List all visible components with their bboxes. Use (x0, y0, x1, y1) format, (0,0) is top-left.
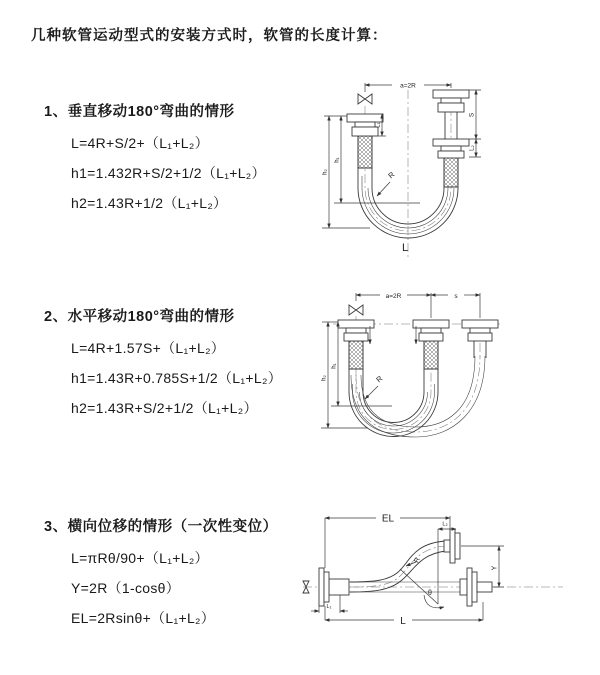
dim-label-y: Y (491, 565, 499, 571)
valve-icon (358, 94, 372, 104)
left-pipe (347, 114, 383, 168)
dim-label-h1: h₁ (334, 157, 341, 163)
upper-right-flange (444, 529, 460, 563)
formula-line: L=πRθ/90+（L₁+L₂） (71, 550, 209, 566)
hose-s-curve (350, 541, 446, 592)
formula-line: h2=1.43R+1/2（L₁+L₂） (71, 195, 228, 211)
valve-icon (349, 305, 363, 315)
left-pipe (338, 320, 374, 369)
dim-label-a2r: a=2R (400, 82, 416, 90)
dim-label-h2: h₂ (322, 169, 329, 175)
formula-line: EL=2Rsinθ+（L₁+L₂） (71, 610, 216, 626)
middle-pipe (413, 320, 449, 369)
dim-label-l2: L₂ (442, 521, 448, 528)
formula-list (71, 543, 278, 633)
right-pipe (433, 90, 469, 187)
radius-label: R (413, 556, 422, 565)
left-flange (319, 568, 349, 606)
section-horizontal-bend (44, 305, 282, 423)
lower-right-flange (460, 568, 492, 606)
lateral-displacement-diagram (298, 498, 598, 656)
section-heading: 2、水平移动180°弯曲的情形 (44, 309, 235, 325)
formula-line: Y=2R（1-cosθ） (71, 580, 181, 596)
section-heading: 3、横向位移的情形（一次性变位） (44, 519, 278, 535)
dim-label-h1: h₁ (331, 363, 338, 369)
page-title: 几种软管运动型式的安装方式时，软管的长度计算： (31, 28, 388, 44)
section-vertical-bend (44, 100, 266, 218)
formula-line: h1=1.43R+0.785S+1/2（L₁+L₂） (71, 370, 282, 386)
radius-label: R (374, 373, 385, 385)
angle-label: θ (428, 590, 432, 597)
dim-label-s: s (454, 292, 458, 300)
formula-list (71, 333, 282, 423)
dim-label-l2: L₂ (469, 145, 476, 151)
formula-line: h2=1.43R+S/2+1/2（L₁+L₂） (71, 400, 258, 416)
section-lateral-displacement (44, 515, 278, 633)
dim-label-el: EL (381, 513, 395, 525)
section-heading: 1、垂直移动180°弯曲的情形 (44, 104, 235, 120)
dim-label-l1: L₁ (326, 604, 332, 610)
dim-label-l1: L₁ (375, 122, 382, 128)
radius-label: R (386, 169, 397, 181)
formula-line: L=4R+1.57S+（L₁+L₂） (71, 340, 226, 356)
length-label: L (401, 242, 409, 254)
vertical-bend-diagram (308, 70, 598, 262)
formula-line: L=4R+S/2+（L₁+L₂） (71, 135, 209, 151)
dim-label-h2: h₂ (321, 375, 328, 381)
formula-line: h1=1.432R+S/2+1/2（L₁+L₂） (71, 165, 266, 181)
right-pipe (462, 320, 498, 358)
dimension-labels (327, 514, 499, 628)
dimension-lines (321, 293, 480, 428)
dim-label-a2r: a=2R (385, 292, 402, 300)
formula-list (71, 128, 266, 218)
dim-label-s: S (468, 112, 476, 118)
horizontal-bend-diagram (308, 280, 598, 472)
length-label: L (400, 616, 406, 627)
